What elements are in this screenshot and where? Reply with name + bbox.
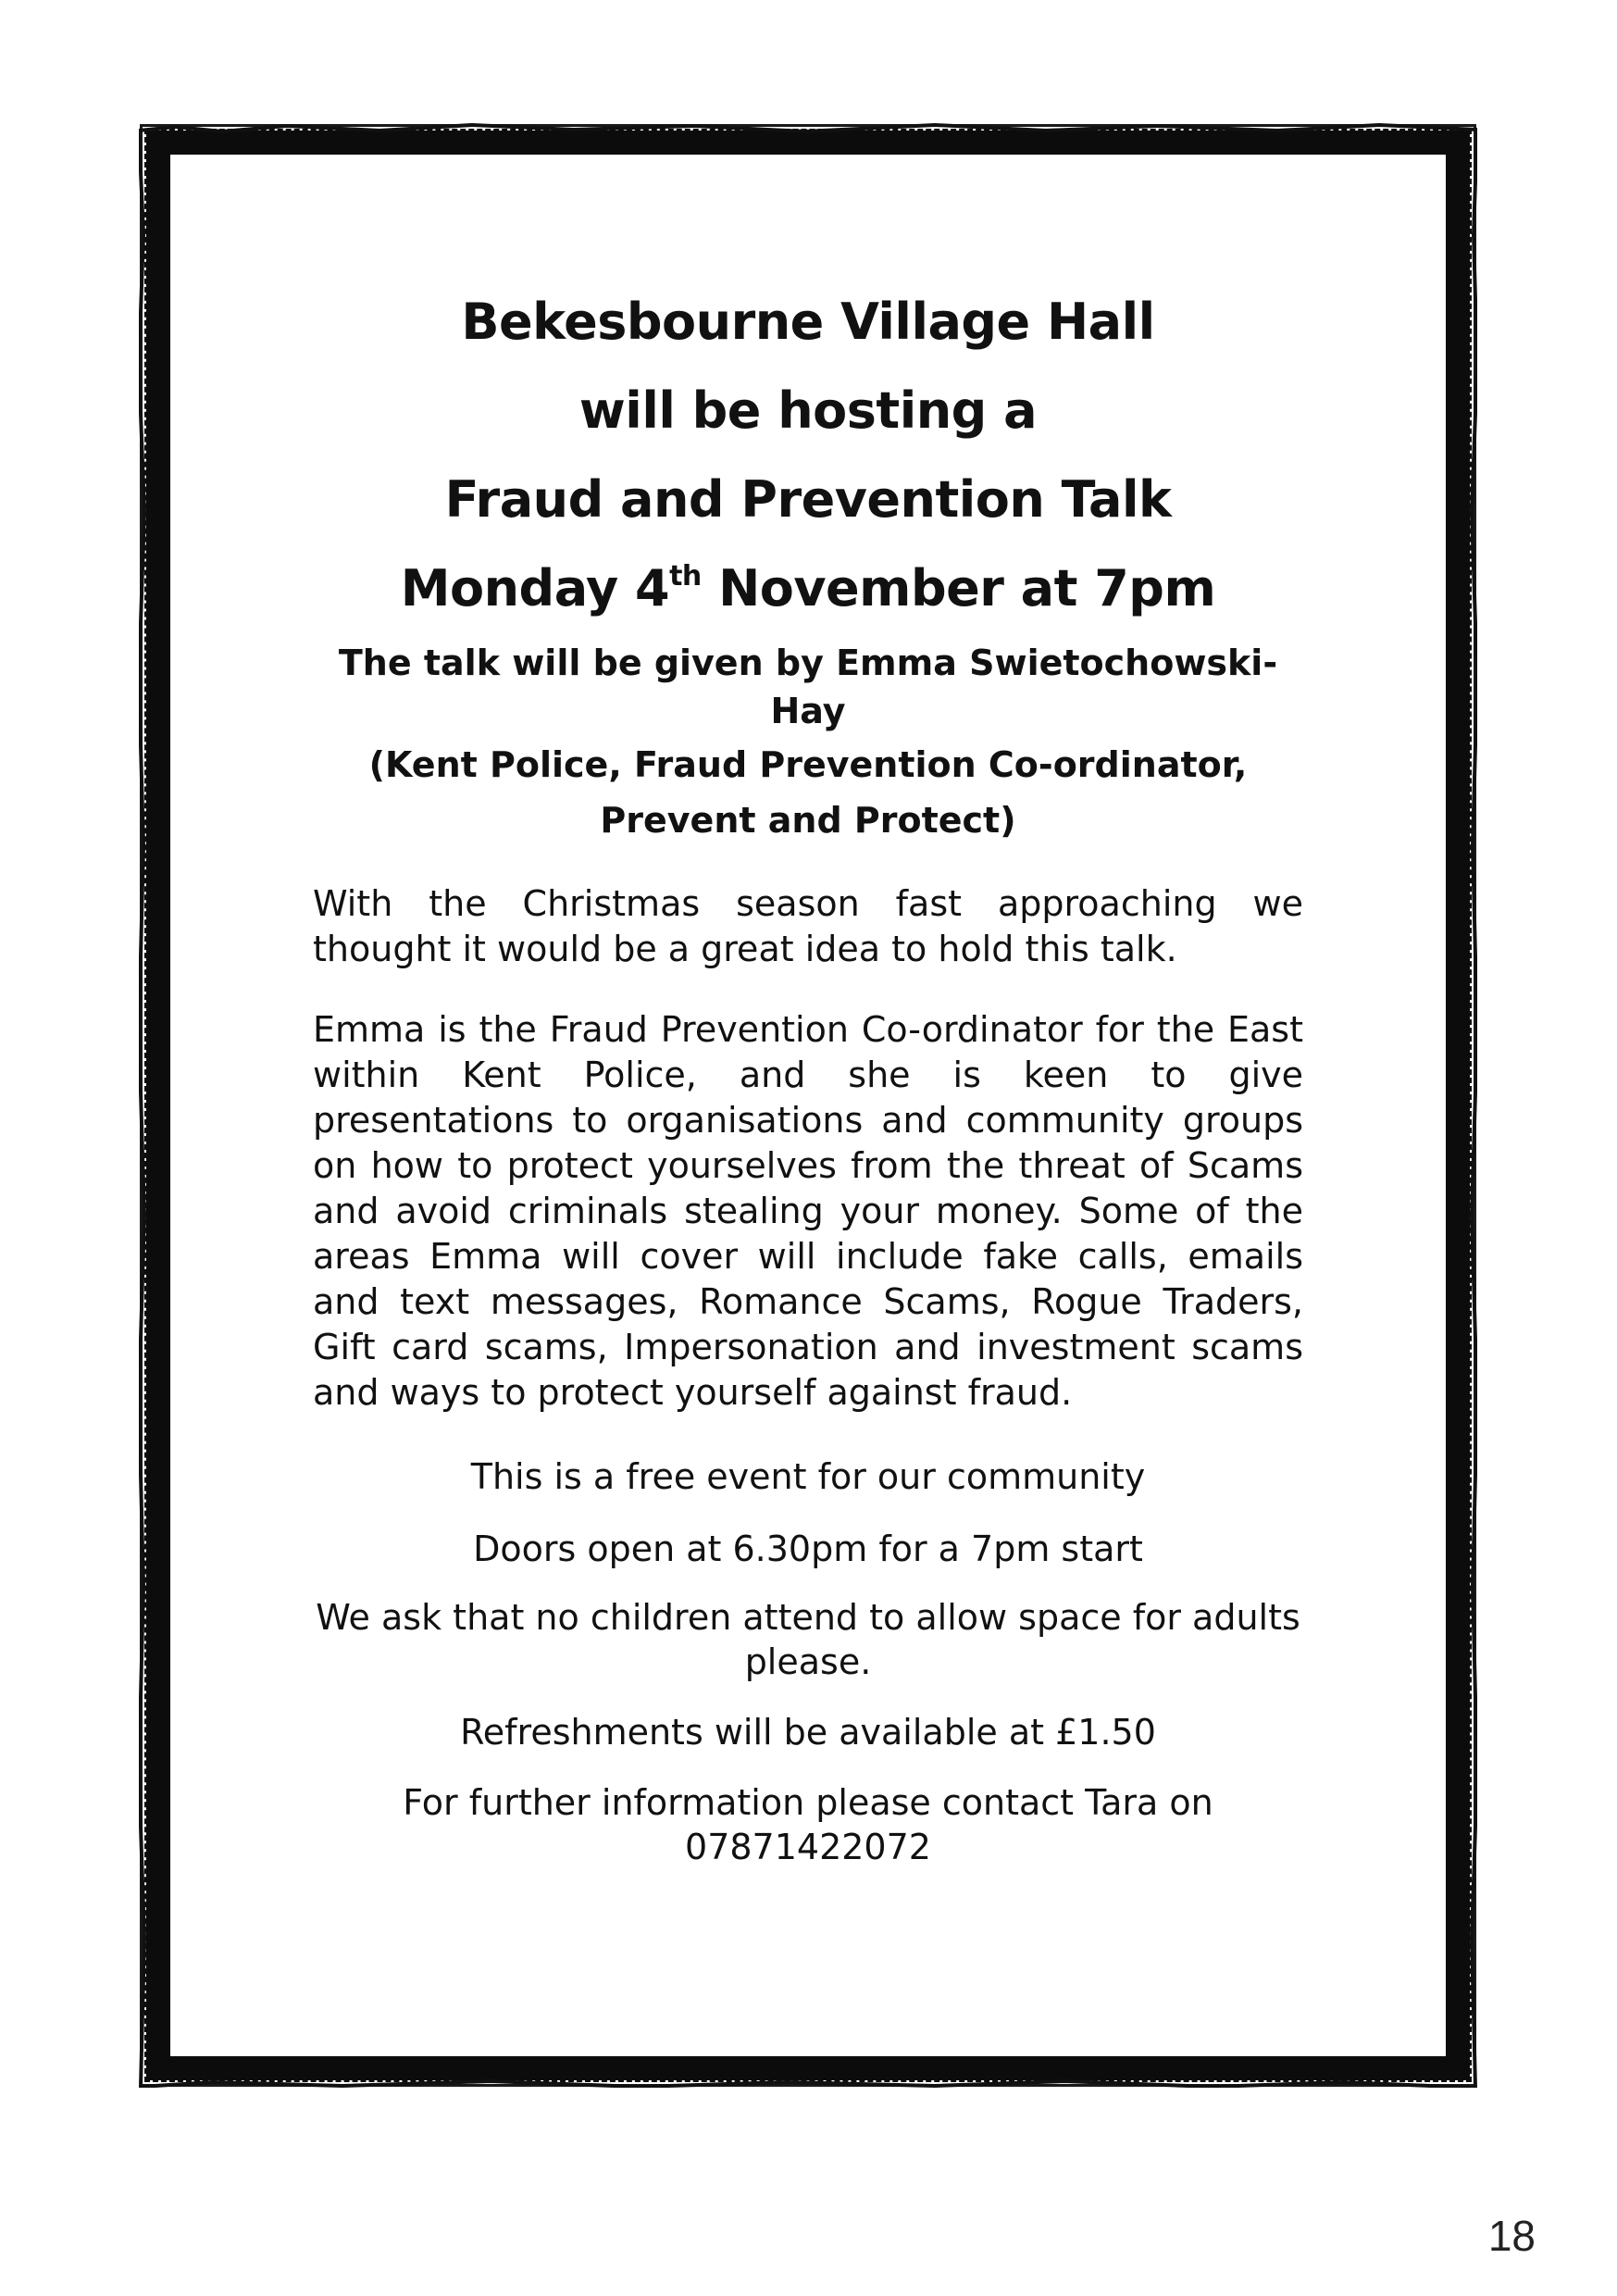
speaker-line: The talk will be given by Emma Swietochowski-Hay bbox=[338, 643, 1278, 731]
speaker-role-line-2: Prevent and Protect) bbox=[600, 800, 1016, 841]
refreshments-note: Refreshments will be available at £1.50 bbox=[460, 1712, 1156, 1753]
hosting-heading: will be hosting a bbox=[578, 381, 1038, 440]
free-event-note: This is a free event for our community bbox=[470, 1456, 1146, 1497]
venue-heading: Bekesbourne Village Hall bbox=[461, 293, 1155, 351]
contact-note: For further information please contact Tara on 07871422072 bbox=[403, 1782, 1213, 1867]
poster-content bbox=[313, 278, 1303, 1869]
speaker-role-line-1: (Kent Police, Fraud Prevention Co-ordinator, bbox=[368, 744, 1248, 785]
date-ordinal-suffix: th bbox=[669, 560, 702, 593]
no-children-note: We ask that no children attend to allow space for adults please. bbox=[316, 1597, 1300, 1682]
date-rest: November at 7pm bbox=[701, 559, 1216, 618]
intro-paragraph: With the Christmas season fast approaching we thought it would be a great idea to hold this talk. bbox=[313, 883, 1303, 969]
page-number: 18 bbox=[1487, 2212, 1536, 2260]
date-prefix: Monday 4 bbox=[400, 559, 670, 618]
talk-title-heading: Fraud and Prevention Talk bbox=[444, 470, 1172, 529]
event-date-heading bbox=[313, 544, 1303, 633]
doors-open-note: Doors open at 6.30pm for a 7pm start bbox=[473, 1529, 1143, 1569]
description-paragraph: Emma is the Fraud Prevention Co-ordinator for the East within Kent Police, and she is keen to give presentations to organisations and community groups on how to protect yourselves from the threat of Scams and avoid criminals stealing your money. Some of the areas Emma will cover will include fake calls, emails and text messages, Romance Scams, Rogue Traders, Gift card scams, Impersonation and investment scams and ways to protect yourself against fraud. bbox=[313, 1009, 1303, 1413]
